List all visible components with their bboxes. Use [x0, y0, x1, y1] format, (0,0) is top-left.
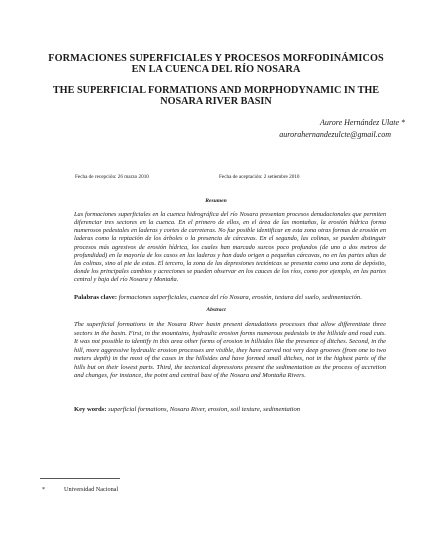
author-name: Aurore Hernández Ulate * [320, 118, 405, 127]
date-received: Fecha de recepción: 26 marzo 2010 [75, 174, 149, 180]
abstract-heading: Abstract [206, 307, 226, 313]
abstract-keywords-text: superficial formations, Nosara River, erosion, soil texture, sedimentation [108, 406, 301, 413]
abstract-body: The superficial formations in the Nosara River basin present denudations processes that allow differentiate three sectors in the basin. First, in the mountains, hydraulic erosion forms numerous pedestals in the hillside and road cuts. It was not possible to identify in this area other forms of erosion in hillsides like the presence of ditches. Second, in the hill, more aggressive hydraulic erosion processes are visible, they have carved not very deep grooves (from one to two meters depth) in the most of the cases in the hillsides and have formed small ditches, not in the highest parts of the hills but on their lowest parts. Third, the tectonical depressions present the sedimentation as the process of accretion and changes, for instance, the point and central basi of the Nosara and Montaña Rivers. [74, 321, 386, 379]
resumen-keywords-label: Palabras clave: [74, 294, 118, 301]
footnote-divider [40, 478, 120, 479]
footnote-text: Universidad Nacional [64, 486, 119, 493]
author-email[interactable]: aurorahernandezulcte@gmail.com [279, 130, 391, 139]
abstract-keywords-label: Key words: [74, 406, 107, 413]
abstract-keywords [74, 406, 386, 414]
footnote [42, 486, 242, 494]
footnote-mark: * [42, 486, 46, 493]
title-spanish: FORMACIONES SUPERFICIALES Y PROCESOS MORFODINÁMICOS EN LA CUENCA DEL RÍO NOSARA [48, 53, 384, 75]
resumen-body: Las formaciones superficiales en la cuenca hidrográfica del río Nosara presentan procesos denudacionales que permiten diferenciar tres sectores en la cuenca. En el primero de ellos, en el área de las montañas, la erosión hídrica forma numerosos pedestales en laderas y cortes de carreteras. No fue posible identificar en esta zona otras formas de erosión en laderas como la reptación de los árboles o la presencia de cárcavas. En el segundo, las colinas, se pueden distinguir procesos más agresivos de erosión hídrica, los cuales han marcado surcos poco profundos (de uno a dos metros de profundidad) en la mayoría de los casos en las laderas y han dado origen a pequeñas cárcavas, no en las partes altas de las colinas, sino al pie de estas. El tercero, la zona de las depresiones tectónicas se presenta como una zona de depósito, donde los principales cambios y acreciones se pueden observar en los cauces de los ríos, como por ejemplo, en las partes central y baja del río Nosara y Montaña. [74, 211, 386, 284]
date-accepted: Fecha de aceptación: 2 setiembre 2010 [219, 174, 300, 180]
resumen-keywords [74, 294, 386, 302]
title-english: THE SUPERFICIAL FORMATIONS AND MORPHODYNAMIC IN THE NOSARA RIVER BASIN [52, 85, 380, 107]
resumen-keywords-text: formaciones superficiales, cuenca del río Nosara, erosión, textura del suelo, sedimentación. [118, 294, 362, 301]
resumen-heading: Resumen [205, 198, 227, 204]
